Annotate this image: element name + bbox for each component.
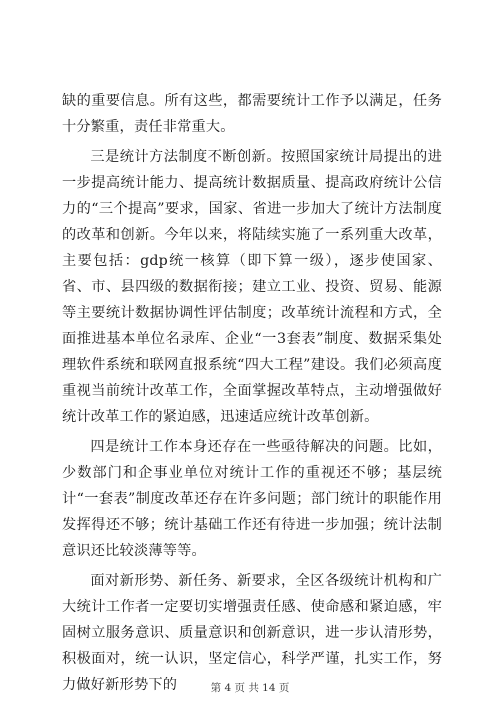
paragraph-method-innovation: 三是统计方法制度不断创新。按照国家统计局提出的进一步提高统计能力、提高统计数据质量、提高政府统计公信力的“三个提高”要求，国家、省进一步加大了统计方法制度的改革和创新。今年以来，将陆续实施了一系列重大改革，主要包括：gdp统一核算（即下算一级），逐步使国家、省、市、县四级的数据衔接；建立工业、投资、贸易、能源等主要统计数据协调性评估制度；改革统计流程和方式，全面推进基本单位名录库、企业“一3套表”制度、数据采集处理软件系统和联网直报系统“四大工程”建设。我们必须高度重视当前统计改革工作，全面掌握改革特点，主动增强做好统计改革工作的紧迫感，迅速适应统计改革创新。 [62, 149, 442, 425]
page-number-footer: 第 4 页 共 14 页 [210, 682, 290, 694]
document-body [62, 88, 442, 698]
paragraph-continuation: 缺的重要信息。所有这些，都需要统计工作予以满足，任务十分繁重，责任非常重大。 [62, 93, 442, 135]
paragraph-new-situation: 面对新形势、新任务、新要求，全区各级统计机构和广大统计工作者一定要切实增强责任感、使命感和紧迫感，牢固树立服务意识、质量意识和创新意识，进一步认清形势，积极面对，统一认识，坚定信心，科学严谨，扎实工作，努力做好新形势下的 [62, 573, 442, 693]
paragraph-existing-problems: 四是统计工作本身还存在一些亟待解决的问题。比如，少数部门和企事业单位对统计工作的重视还不够；基层统计“一套表”制度改革还存在许多问题；部门统计的职能作用发挥得还不够；统计基础工作还有待进一步加强；统计法制意识还比较淡薄等等。 [62, 439, 442, 559]
